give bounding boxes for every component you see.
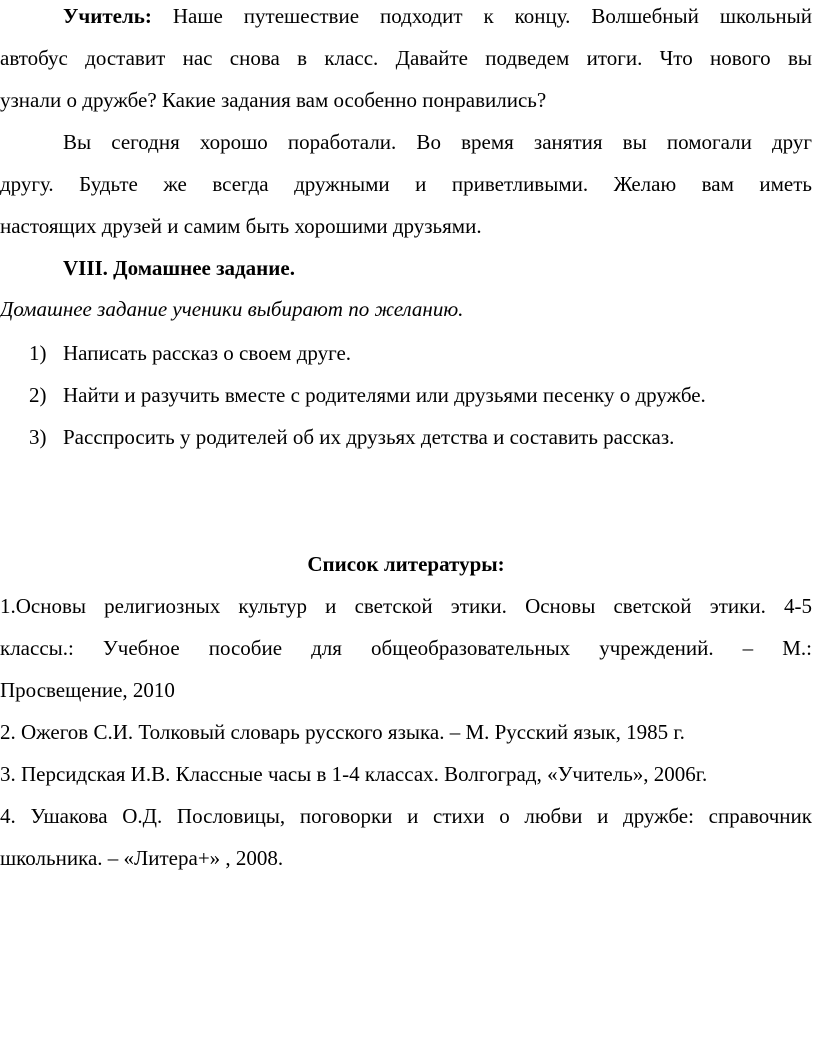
closing-paragraph-line-2: другу. Будьте же всегда дружными и приветливыми. Желаю вам иметь: [0, 172, 812, 196]
reference-1-line-1: 1.Основы религиозных культур и светской этики. Основы светской этики. 4-5: [0, 594, 812, 618]
homework-item-number: 2): [29, 383, 47, 407]
teacher-paragraph-line-3: узнали о дружбе? Какие задания вам особенно понравились?: [0, 88, 547, 112]
teacher-paragraph-line-2: автобус доставит нас снова в класс. Давайте подведем итоги. Что нового вы: [0, 46, 812, 70]
homework-item-text: Написать рассказ о своем друге.: [63, 341, 352, 365]
homework-note: Домашнее задание ученики выбирают по желанию.: [0, 297, 464, 321]
reference-3: 3. Персидская И.В. Классные часы в 1-4 классах. Волгоград, «Учитель», 2006г.: [0, 762, 708, 786]
homework-item-number: 1): [29, 341, 47, 365]
reference-4-line-1: 4. Ушакова О.Д. Пословицы, поговорки и стихи о любви и дружбе: справочник: [0, 804, 812, 828]
homework-item-text: Расспросить у родителей об их друзьях детства и составить рассказ.: [63, 425, 675, 449]
reference-2: 2. Ожегов С.И. Толковый словарь русского языка. – М. Русский язык, 1985 г.: [0, 720, 685, 744]
homework-item-text: Найти и разучить вместе с родителями или друзьями песенку о дружбе.: [63, 383, 706, 407]
homework-heading: VIII. Домашнее задание.: [63, 256, 295, 280]
reference-1-line-3: Просвещение, 2010: [0, 678, 175, 702]
reference-4-line-2: школьника. – «Литера+» , 2008.: [0, 846, 284, 870]
reference-1-line-2: классы.: Учебное пособие для общеобразовательных учреждений. – М.:: [0, 636, 812, 660]
homework-item-number: 3): [29, 425, 47, 449]
teacher-text-1: Наше путешествие подходит к концу. Волшебный школьный: [172, 4, 813, 28]
closing-paragraph-line-1: Вы сегодня хорошо поработали. Во время занятия вы помогали друг: [63, 130, 812, 154]
teacher-label: Учитель:: [63, 4, 152, 28]
literature-heading: Список литературы:: [307, 552, 505, 576]
closing-paragraph-line-3: настоящих друзей и самим быть хорошими друзьями.: [0, 214, 482, 238]
teacher-paragraph-line-1: [63, 4, 812, 28]
